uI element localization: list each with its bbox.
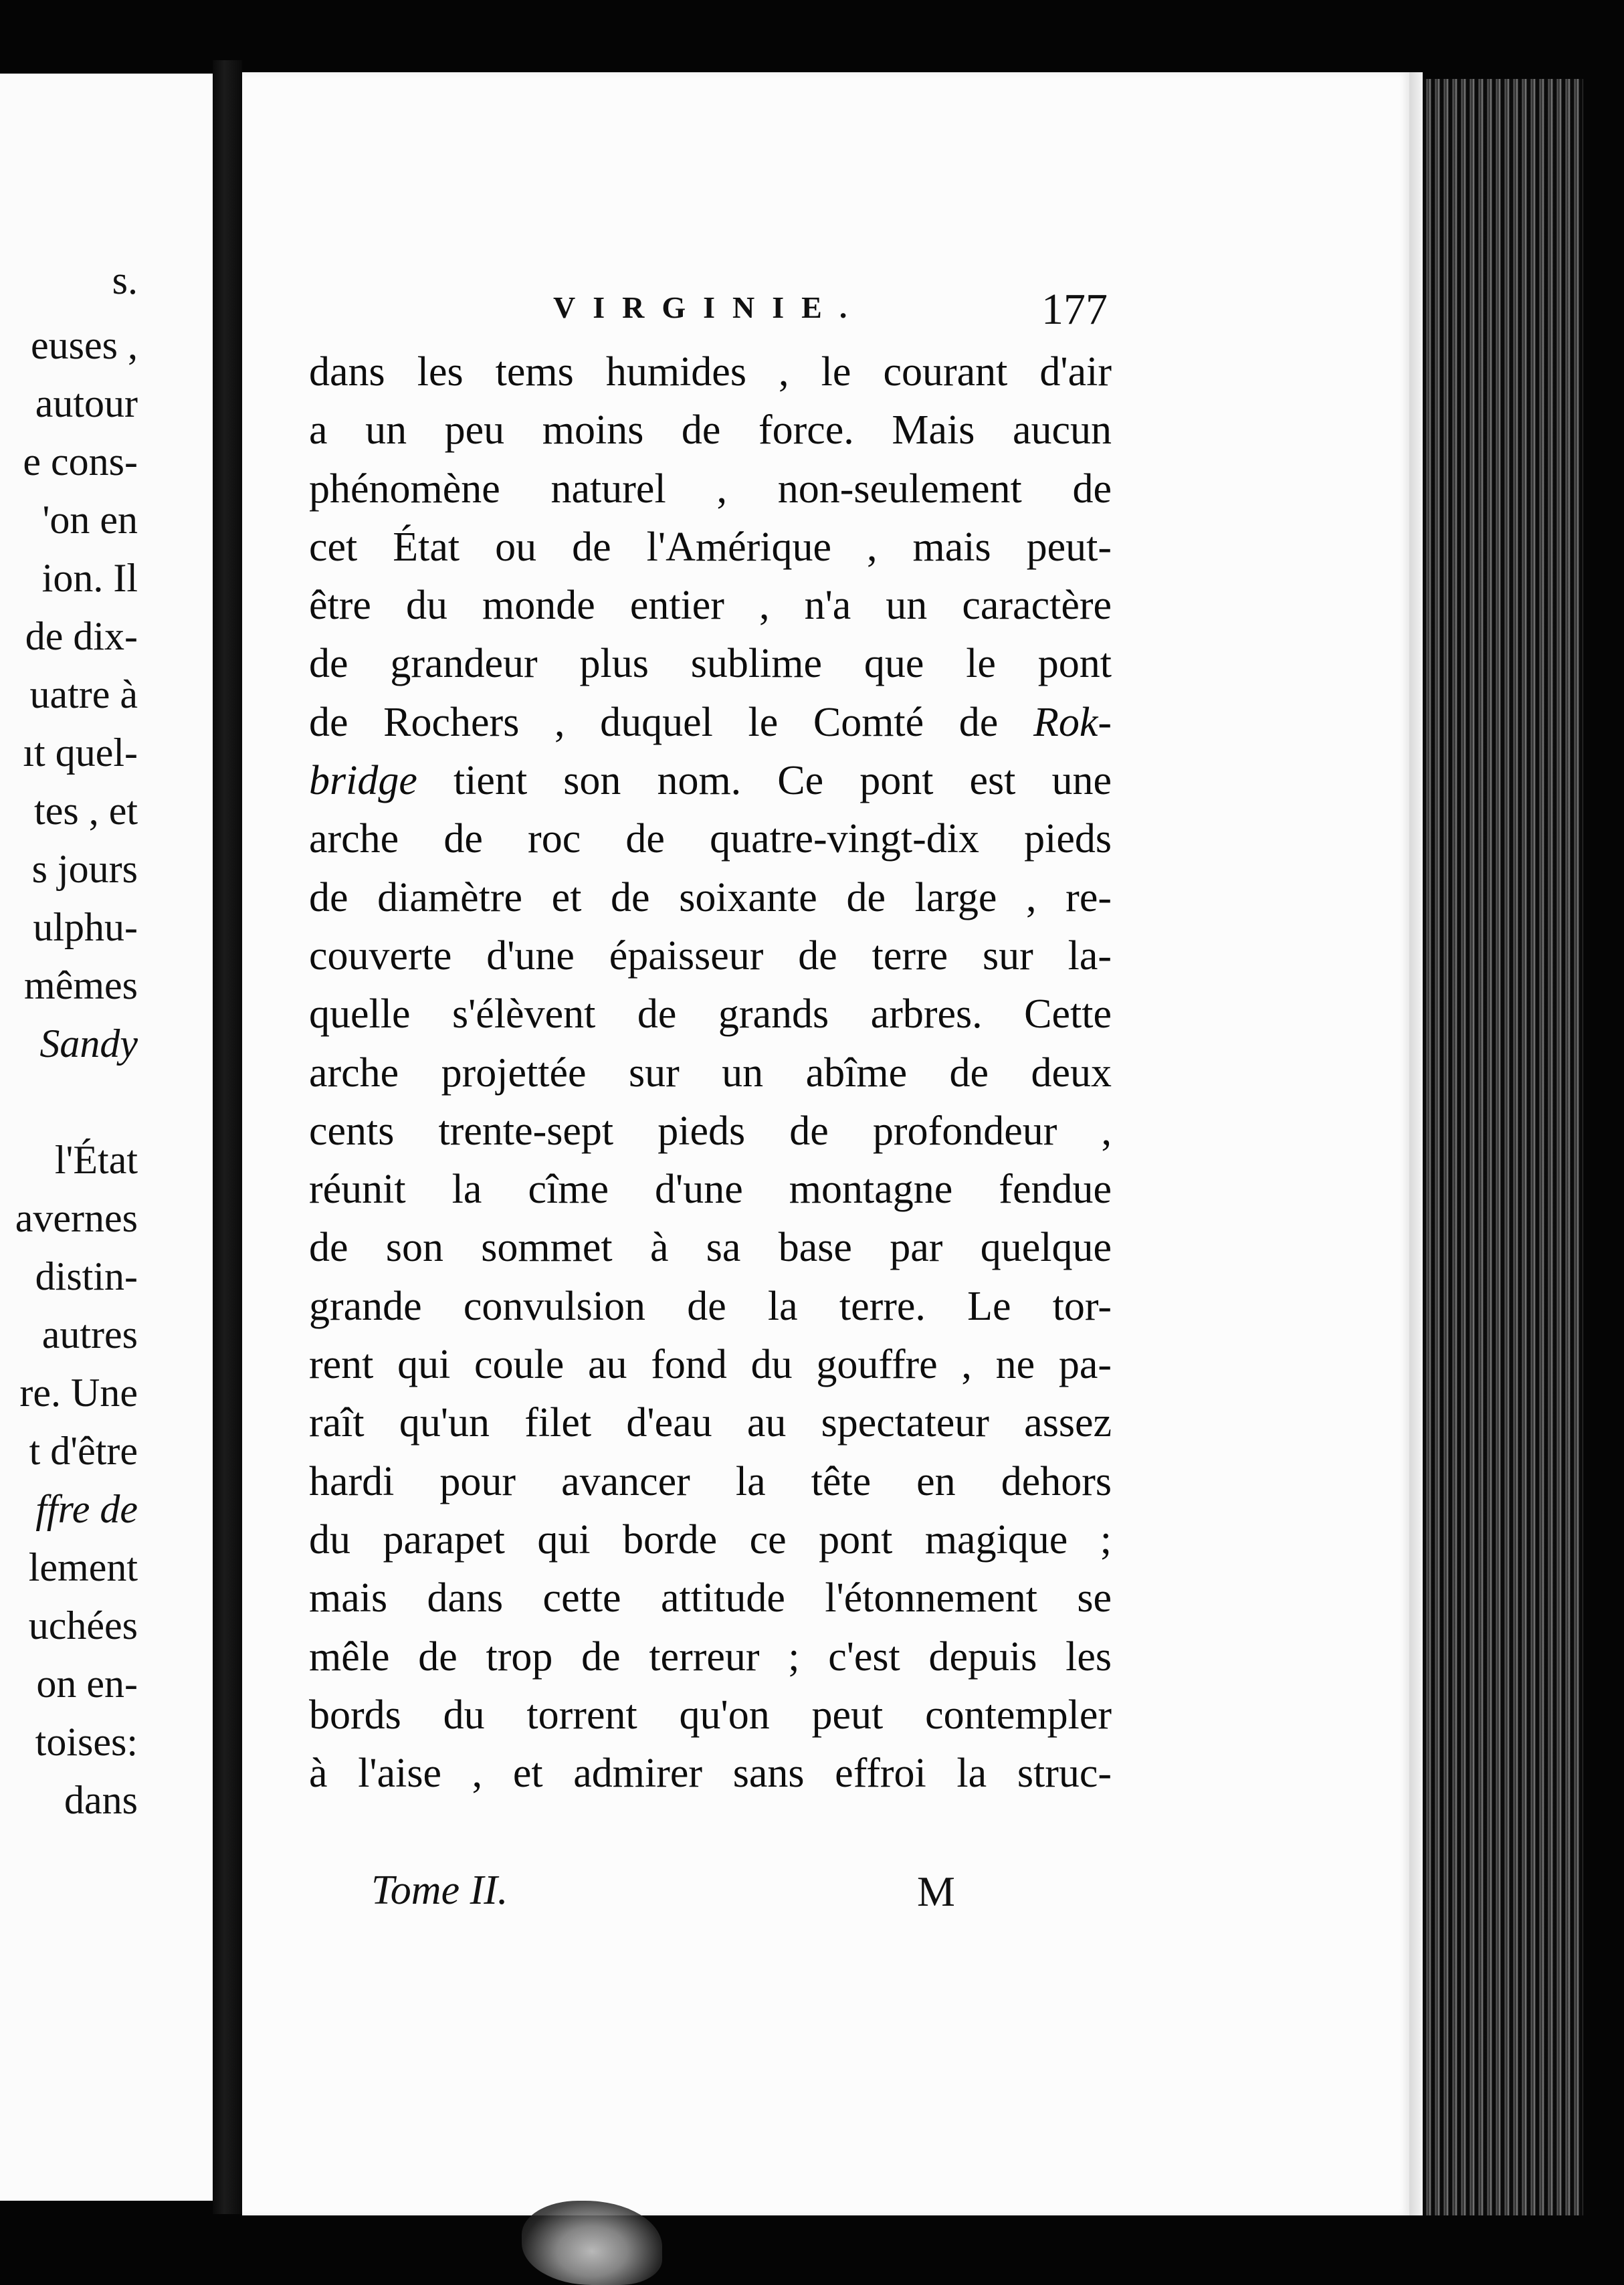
line-text: bords du torrent qu'on peut contempler bbox=[309, 1692, 1112, 1738]
previous-page-line: tes , et bbox=[34, 789, 138, 833]
previous-page-line: dans bbox=[64, 1778, 138, 1822]
line-text: être du monde entier , n'a un caractère bbox=[309, 583, 1112, 629]
current-page bbox=[242, 72, 1409, 2215]
page-edge bbox=[1409, 72, 1423, 2215]
book-fore-edge bbox=[1423, 79, 1583, 2215]
volume-label: Tome II. bbox=[371, 1868, 508, 1913]
previous-page-line: de dix- bbox=[25, 614, 138, 658]
text-line bbox=[309, 1745, 1112, 1803]
previous-page-line: mêmes bbox=[24, 963, 138, 1007]
text-line bbox=[309, 1628, 1112, 1686]
text-line bbox=[309, 1336, 1112, 1394]
book-gutter bbox=[213, 60, 242, 2214]
text-line bbox=[309, 1569, 1112, 1627]
text-line bbox=[309, 1102, 1112, 1161]
text-line bbox=[309, 401, 1112, 460]
line-text: réunit la cîme d'une montagne fendue bbox=[309, 1167, 1112, 1213]
previous-page-line: on en- bbox=[36, 1662, 138, 1706]
line-text: raît qu'un filet d'eau au spectateur assez bbox=[309, 1400, 1112, 1446]
previous-page-line: ıt quel- bbox=[23, 730, 138, 775]
line-text: du parapet qui borde ce pont magique ; bbox=[309, 1516, 1112, 1563]
running-title: VIRGINIE. bbox=[553, 290, 865, 324]
text-line bbox=[309, 343, 1112, 401]
previous-page-line: avernes bbox=[15, 1196, 138, 1240]
text-line bbox=[309, 518, 1112, 577]
line-text: phénomène naturel , non-seulement de bbox=[309, 466, 1112, 512]
previous-page-line: re. Une bbox=[19, 1371, 138, 1415]
previous-page-line: autour bbox=[35, 381, 138, 425]
text-line bbox=[309, 1511, 1112, 1569]
italic-word: Rok- bbox=[1033, 699, 1112, 745]
line-text: de diamètre et de soixante de large , re- bbox=[309, 874, 1112, 920]
line-text: cents trente-sept pieds de profondeur , bbox=[309, 1108, 1112, 1154]
line-text: de grandeur plus sublime que le pont bbox=[309, 641, 1112, 687]
previous-page-line: toises: bbox=[35, 1720, 138, 1764]
line-text: quelle s'élèvent de grands arbres. Cette bbox=[309, 991, 1112, 1037]
previous-page-line: l'État bbox=[54, 1138, 138, 1182]
previous-page-line: uatre à bbox=[29, 672, 138, 716]
line-text: hardi pour avancer la tête en dehors bbox=[309, 1458, 1112, 1504]
text-line bbox=[309, 635, 1112, 693]
line-text: dans les tems humides , le courant d'air bbox=[309, 349, 1112, 395]
text-line bbox=[309, 1278, 1112, 1336]
signature-mark: M bbox=[917, 1868, 955, 1915]
page-number: 177 bbox=[1041, 285, 1108, 334]
line-text: a un peu moins de force. Mais aucun bbox=[309, 407, 1112, 454]
italic-word: bridge bbox=[309, 758, 417, 804]
text-line bbox=[309, 1394, 1112, 1452]
line-text: grande convulsion de la terre. Le tor- bbox=[309, 1283, 1112, 1329]
previous-page-line: t d'être bbox=[29, 1429, 138, 1473]
line-text: à l'aise , et admirer sans effroi la struc- bbox=[309, 1751, 1112, 1797]
body-text bbox=[309, 343, 1112, 1803]
previous-page-line: ulphu- bbox=[33, 905, 138, 949]
previous-page-line: autres bbox=[41, 1312, 138, 1357]
previous-page-line: 'on en bbox=[42, 498, 138, 542]
text-line bbox=[309, 810, 1112, 868]
text-line bbox=[309, 460, 1112, 518]
previous-page-line: distin- bbox=[35, 1254, 138, 1298]
previous-page-line: s jours bbox=[31, 847, 138, 891]
previous-page bbox=[0, 74, 213, 2201]
line-text: de Rochers , duquel le Comté de bbox=[309, 699, 999, 745]
line-text: mais dans cette attitude l'étonnement se bbox=[309, 1575, 1112, 1621]
line-text: couverte d'une épaisseur de terre sur la- bbox=[309, 932, 1112, 979]
line-text: arche projettée sur un abîme de deux bbox=[309, 1050, 1112, 1096]
text-line bbox=[309, 1044, 1112, 1102]
previous-page-line: ffre de bbox=[35, 1487, 138, 1531]
previous-page-line: lement bbox=[28, 1545, 138, 1589]
line-text: de son sommet à sa base par quelque bbox=[309, 1225, 1112, 1271]
signature-line bbox=[371, 1867, 1107, 1927]
previous-page-line: e cons- bbox=[23, 439, 138, 484]
text-line bbox=[309, 1219, 1112, 1277]
line-text: arche de roc de quatre-vingt-dix pieds bbox=[309, 816, 1112, 862]
previous-page-line: s. bbox=[112, 258, 138, 302]
text-line bbox=[309, 752, 1112, 810]
text-line bbox=[309, 927, 1112, 985]
text-line bbox=[309, 1161, 1112, 1219]
previous-page-line: ion. Il bbox=[41, 556, 138, 600]
previous-page-line: euses , bbox=[31, 323, 138, 367]
line-text: cet État ou de l'Amérique , mais peut- bbox=[309, 524, 1112, 570]
line-text: tient son nom. Ce pont est une bbox=[453, 758, 1112, 804]
line-text: mêle de trop de terreur ; c'est depuis les bbox=[309, 1633, 1112, 1680]
text-line bbox=[309, 694, 1112, 752]
text-line bbox=[309, 869, 1112, 927]
previous-page-line: uchées bbox=[28, 1603, 138, 1648]
text-line bbox=[309, 1453, 1112, 1511]
line-text: rent qui coule au fond du gouffre , ne pa- bbox=[309, 1342, 1112, 1388]
text-line bbox=[309, 985, 1112, 1044]
previous-page-line: Sandy bbox=[39, 1021, 138, 1066]
text-line bbox=[309, 1686, 1112, 1745]
text-line bbox=[309, 577, 1112, 635]
